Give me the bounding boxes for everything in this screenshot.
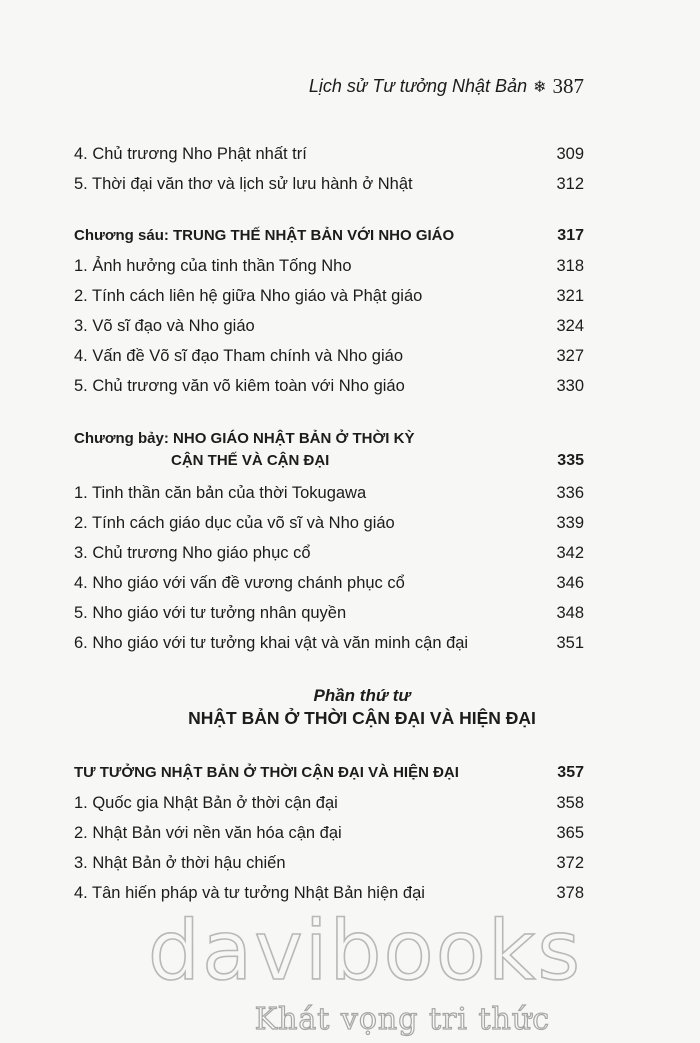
- toc-block-continued: [74, 139, 584, 199]
- chapter-heading: [74, 758, 584, 788]
- toc-entry: [74, 478, 584, 508]
- part-label: Phần thứ tư: [313, 686, 411, 705]
- toc-entry-label: 2. Tính cách giáo dục của võ sĩ và Nho giáo: [74, 514, 395, 532]
- toc-entry: [74, 169, 584, 199]
- chapter-heading: [74, 428, 584, 472]
- toc-chapter-8: [74, 758, 584, 908]
- toc-entry-label: 4. Nho giáo với vấn đề vương chánh phục cổ: [74, 574, 405, 592]
- toc-entry: [74, 568, 584, 598]
- chapter-page: 357: [557, 764, 584, 781]
- chapter-title: Chương sáu: TRUNG THẾ NHẬT BẢN VỚI NHO GIÁO: [74, 227, 455, 244]
- toc-entry-page: 324: [556, 317, 584, 335]
- toc-entry-label: 5. Chủ trương văn võ kiêm toàn với Nho giáo: [74, 377, 405, 395]
- toc-entry-page: 327: [556, 347, 584, 365]
- toc-entry: [74, 598, 584, 628]
- chapter-title-line1: Chương bảy: NHO GIÁO NHẬT BẢN Ở THỜI KỲ: [74, 430, 415, 447]
- snowflake-ornament-icon: ❄: [533, 78, 547, 96]
- toc-entry: [74, 818, 584, 848]
- chapter-title: TƯ TƯỞNG NHẬT BẢN Ở THỜI CẬN ĐẠI VÀ HIỆN ĐẠI: [74, 764, 459, 781]
- toc-entry-label: 5. Thời đại văn thơ và lịch sử lưu hành ở Nhật: [74, 175, 413, 193]
- toc-entry-label: 4. Tân hiến pháp và tư tưởng Nhật Bản hiện đại: [74, 884, 425, 902]
- chapter-page: 317: [557, 227, 584, 244]
- page-number: 387: [552, 74, 584, 98]
- toc-entry: [74, 538, 584, 568]
- toc-entry-label: 1. Quốc gia Nhật Bản ở thời cận đại: [74, 794, 338, 812]
- toc-entry-page: 372: [556, 854, 584, 872]
- toc-chapter-7: [74, 428, 584, 658]
- toc-entry: [74, 508, 584, 538]
- book-title: Lịch sử Tư tưởng Nhật Bản: [308, 76, 528, 96]
- toc-entry: [74, 371, 584, 401]
- toc-entry: [74, 788, 584, 818]
- toc-entry-label: 4. Vấn đề Võ sĩ đạo Tham chính và Nho giáo: [74, 347, 403, 365]
- toc-entry-page: 309: [556, 145, 584, 163]
- toc-entry-page: 365: [556, 824, 584, 842]
- toc-entry-page: 346: [556, 574, 584, 592]
- toc-entry-label: 1. Tinh thần căn bản của thời Tokugawa: [74, 484, 367, 502]
- toc-entry-page: 321: [556, 287, 584, 305]
- toc-entry: [74, 139, 584, 169]
- toc-entry-page: 330: [556, 377, 584, 395]
- toc-entry-page: 378: [556, 884, 584, 902]
- toc-entry-page: 358: [556, 794, 584, 812]
- toc-entry: [74, 628, 584, 658]
- toc-entry-page: 351: [556, 634, 584, 652]
- toc-entry-label: 3. Nhật Bản ở thời hậu chiến: [74, 854, 286, 872]
- toc-entry: [74, 251, 584, 281]
- watermark: [0, 902, 700, 1037]
- chapter-title-line2: CẬN THẾ VÀ CẬN ĐẠI: [171, 452, 330, 469]
- toc-entry-label: 3. Võ sĩ đạo và Nho giáo: [74, 317, 255, 335]
- toc-entry-page: 348: [556, 604, 584, 622]
- part-title: NHẬT BẢN Ở THỜI CẬN ĐẠI VÀ HIỆN ĐẠI: [188, 708, 536, 728]
- toc-entry-label: 5. Nho giáo với tư tưởng nhân quyền: [74, 604, 347, 622]
- chapter-page: 335: [557, 452, 584, 469]
- toc-entry-page: 312: [556, 175, 584, 193]
- toc-entry: [74, 848, 584, 878]
- part-heading: [0, 686, 700, 729]
- toc-entry-page: 342: [556, 544, 584, 562]
- toc-entry-page: 336: [556, 484, 584, 502]
- toc-entry-page: 318: [556, 257, 584, 275]
- toc-entry-label: 2. Nhật Bản với nền văn hóa cận đại: [74, 824, 342, 842]
- running-header: [309, 74, 584, 99]
- chapter-heading: [74, 221, 584, 251]
- toc-entry-label: 3. Chủ trương Nho giáo phục cổ: [74, 544, 311, 562]
- watermark-slogan: Khát vọng tri thức: [254, 1002, 550, 1037]
- toc-entry-page: 339: [556, 514, 584, 532]
- toc-entry-label: 4. Chủ trương Nho Phật nhất trí: [74, 145, 307, 163]
- toc-entry-label: 1. Ảnh hưởng của tinh thần Tống Nho: [74, 257, 352, 275]
- watermark-brand: davibooks: [147, 904, 583, 999]
- toc-entry: [74, 311, 584, 341]
- toc-entry-label: 6. Nho giáo với tư tưởng khai vật và văn minh cận đại: [74, 634, 469, 652]
- toc-chapter-6: [74, 221, 584, 401]
- toc-entry: [74, 281, 584, 311]
- toc-entry-label: 2. Tính cách liên hệ giữa Nho giáo và Phật giáo: [74, 287, 423, 305]
- toc-entry: [74, 341, 584, 371]
